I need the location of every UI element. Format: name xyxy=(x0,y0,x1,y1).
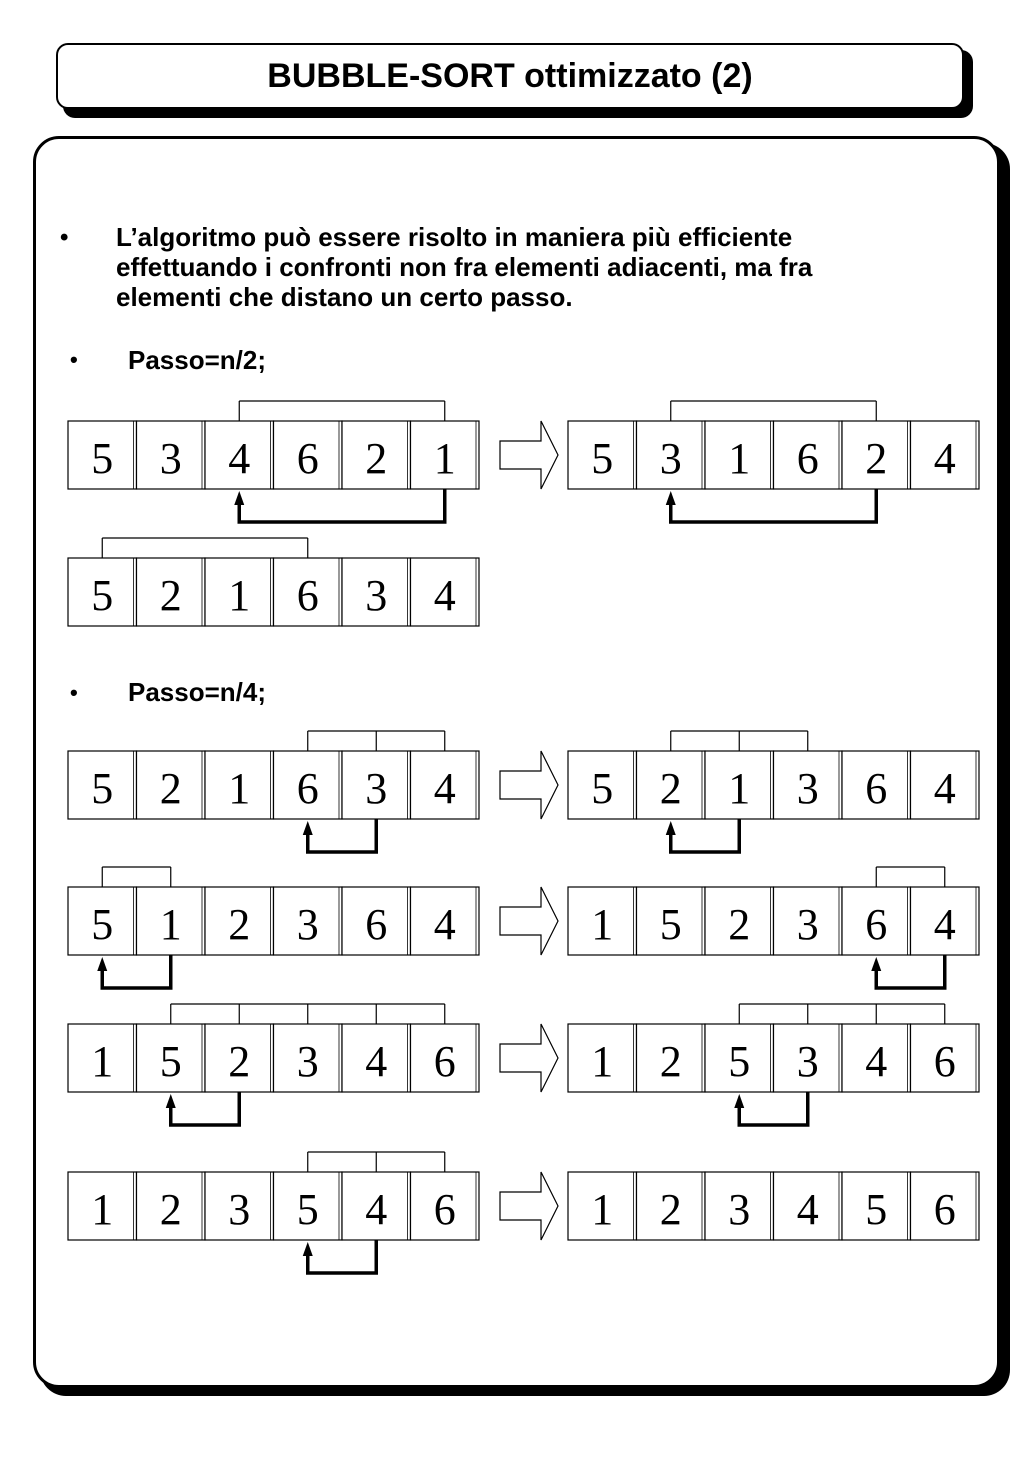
array-cell-value: 3 xyxy=(159,434,182,483)
array-cell-value: 5 xyxy=(296,1185,319,1234)
array-cell-value: 4 xyxy=(365,1037,388,1086)
array-cell-value: 5 xyxy=(91,764,114,813)
swap-arrowhead xyxy=(666,491,676,505)
array-cell-value: 1 xyxy=(591,1037,614,1086)
array-cell-value: 1 xyxy=(728,434,751,483)
array-cell-value: 2 xyxy=(728,900,751,949)
swap-arrow xyxy=(739,1092,808,1125)
array-cell-value: 1 xyxy=(228,571,251,620)
array-cell-value: 2 xyxy=(865,434,888,483)
array-cell-value: 2 xyxy=(159,571,182,620)
section-bullet: • xyxy=(70,680,78,705)
array-cell-value: 6 xyxy=(296,764,319,813)
swap-arrowhead xyxy=(666,821,676,835)
swap-arrow xyxy=(239,489,445,522)
array-cell-value: 4 xyxy=(228,434,251,483)
swap-arrowhead xyxy=(303,1242,313,1256)
swap-arrow xyxy=(876,955,945,988)
section-label-n4: Passo=n/4; xyxy=(128,677,267,707)
array-cell-value: 1 xyxy=(433,434,456,483)
array-cell-value: 5 xyxy=(91,434,114,483)
array-cell-value: 2 xyxy=(659,764,682,813)
array-cell-value: 6 xyxy=(433,1037,456,1086)
swap-arrowhead xyxy=(871,957,881,971)
array-cell-value: 4 xyxy=(933,900,956,949)
intro-line: effettuando i confronti non fra elementi adiacenti, ma fra xyxy=(116,252,813,282)
swap-arrow xyxy=(671,489,877,522)
array-cell-value: 6 xyxy=(865,900,888,949)
array-cell-value: 5 xyxy=(591,434,614,483)
array-cell-value: 3 xyxy=(796,764,819,813)
section-label-n2: Passo=n/2; xyxy=(128,345,267,375)
swap-arrow xyxy=(308,819,377,852)
swap-arrow xyxy=(671,819,740,852)
array-cell-value: 3 xyxy=(728,1185,751,1234)
array-cell-value: 2 xyxy=(659,1037,682,1086)
array-cell-value: 3 xyxy=(296,1037,319,1086)
array-cell-value: 3 xyxy=(296,900,319,949)
swap-arrow xyxy=(102,955,171,988)
array-cell-value: 5 xyxy=(865,1185,888,1234)
array-cell-value: 5 xyxy=(591,764,614,813)
array-cell-value: 2 xyxy=(228,900,251,949)
array-cell-value: 1 xyxy=(591,1185,614,1234)
array-cell-value: 2 xyxy=(159,764,182,813)
swap-arrow xyxy=(171,1092,240,1125)
array-cell-value: 5 xyxy=(159,1037,182,1086)
transition-arrow xyxy=(500,1024,558,1092)
array-cell-value: 4 xyxy=(796,1185,819,1234)
array-cell-value: 2 xyxy=(659,1185,682,1234)
swap-arrowhead xyxy=(734,1094,744,1108)
array-cell-value: 3 xyxy=(365,571,388,620)
array-cell-value: 1 xyxy=(228,764,251,813)
array-cell-value: 3 xyxy=(659,434,682,483)
array-cell-value: 4 xyxy=(933,764,956,813)
array-cell-value: 1 xyxy=(591,900,614,949)
transition-arrow xyxy=(500,1172,558,1240)
array-cell-value: 6 xyxy=(796,434,819,483)
array-cell-value: 6 xyxy=(296,571,319,620)
intro-bullet: • xyxy=(60,224,69,251)
array-cell-value: 3 xyxy=(796,1037,819,1086)
array-cell-value: 4 xyxy=(433,900,456,949)
array-cell-value: 1 xyxy=(728,764,751,813)
array-cell-value: 1 xyxy=(91,1185,114,1234)
transition-arrow xyxy=(500,751,558,819)
array-cell-value: 5 xyxy=(91,571,114,620)
swap-arrowhead xyxy=(303,821,313,835)
array-cell-value: 2 xyxy=(228,1037,251,1086)
array-cell-value: 2 xyxy=(159,1185,182,1234)
array-cell-value: 6 xyxy=(433,1185,456,1234)
array-cell-value: 2 xyxy=(365,434,388,483)
array-cell-value: 3 xyxy=(365,764,388,813)
array-cell-value: 5 xyxy=(91,900,114,949)
array-cell-value: 6 xyxy=(933,1037,956,1086)
page-title: BUBBLE-SORT ottimizzato (2) xyxy=(267,56,753,95)
swap-arrowhead xyxy=(97,957,107,971)
array-cell-value: 3 xyxy=(796,900,819,949)
array-cell-value: 6 xyxy=(865,764,888,813)
swap-arrow xyxy=(308,1240,377,1273)
array-cell-value: 4 xyxy=(365,1185,388,1234)
array-cell-value: 5 xyxy=(659,900,682,949)
swap-arrowhead xyxy=(166,1094,176,1108)
array-cell-value: 4 xyxy=(865,1037,888,1086)
array-cell-value: 6 xyxy=(296,434,319,483)
array-cell-value: 1 xyxy=(159,900,182,949)
array-cell-value: 3 xyxy=(228,1185,251,1234)
transition-arrow xyxy=(500,887,558,955)
array-cell-value: 5 xyxy=(728,1037,751,1086)
array-cell-value: 4 xyxy=(433,764,456,813)
array-cell-value: 4 xyxy=(933,434,956,483)
array-cell-value: 1 xyxy=(91,1037,114,1086)
swap-arrowhead xyxy=(234,491,244,505)
section-bullet: • xyxy=(70,347,78,372)
intro-line: elementi che distano un certo passo. xyxy=(116,282,573,312)
array-cell-value: 6 xyxy=(365,900,388,949)
array-cell-value: 4 xyxy=(433,571,456,620)
array-cell-value: 6 xyxy=(933,1185,956,1234)
transition-arrow xyxy=(500,421,558,489)
intro-line: L’algoritmo può essere risolto in maniera più efficiente xyxy=(116,222,793,252)
